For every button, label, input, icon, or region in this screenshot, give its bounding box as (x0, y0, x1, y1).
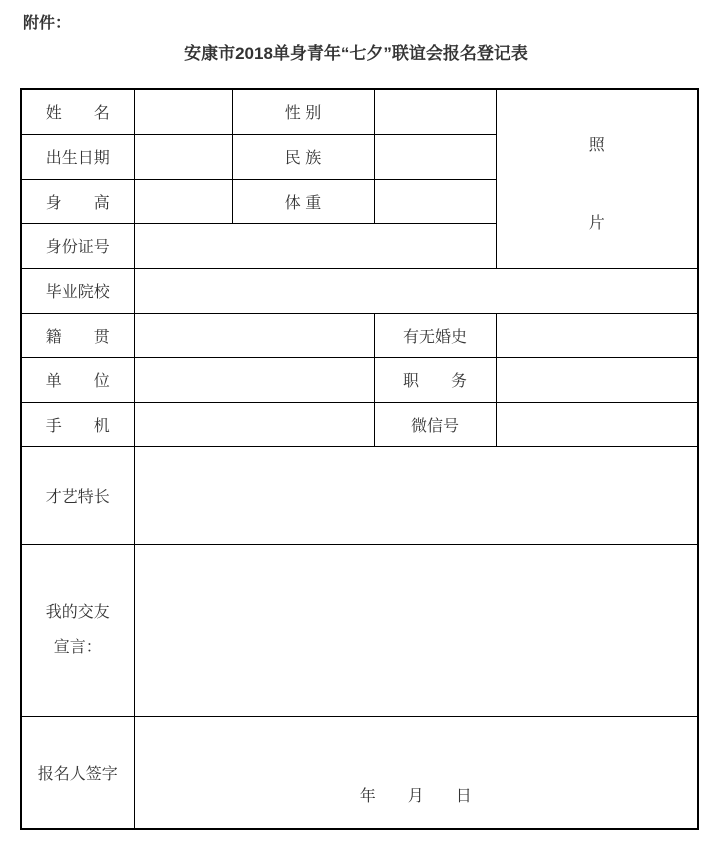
declaration-value-cell (134, 544, 698, 716)
employer-label: 单 位 (21, 357, 134, 402)
wechat-value-cell (496, 402, 698, 446)
row-graduate-school (21, 268, 698, 313)
birth-date-value-cell (134, 134, 232, 179)
native-place-label: 籍 贯 (21, 313, 134, 357)
id-number-label: 身份证号 (21, 223, 134, 268)
height-label: 身 高 (21, 179, 134, 223)
row-signature (21, 716, 698, 829)
talents-label: 才艺特长 (21, 446, 134, 544)
row-name-gender (21, 89, 698, 134)
attachment-label: 附件： (23, 15, 72, 32)
ethnicity-value-cell (374, 134, 496, 179)
row-mobile-wechat (21, 402, 698, 446)
gender-value-cell (374, 89, 496, 134)
graduate-school-label: 毕业院校 (21, 268, 134, 313)
marital-history-value-cell (496, 313, 698, 357)
employer-value-cell (134, 357, 374, 402)
registration-form-table (20, 88, 699, 830)
marital-history-label: 有无婚史 (374, 313, 496, 357)
weight-label: 体 重 (232, 179, 374, 223)
form-title: 安康市2018单身青年“七夕”联谊会报名登记表 (184, 44, 528, 63)
ethnicity-label: 民 族 (232, 134, 374, 179)
name-value-cell (134, 89, 232, 134)
photo-label-line2: 片 (588, 215, 605, 232)
birth-date-label: 出生日期 (21, 134, 134, 179)
gender-label: 性 别 (232, 89, 374, 134)
photo-cell (496, 89, 698, 268)
native-place-value-cell (134, 313, 374, 357)
weight-value-cell (374, 179, 496, 223)
declaration-label (21, 544, 134, 716)
photo-label-line1: 照 (588, 137, 605, 154)
job-title-value-cell (496, 357, 698, 402)
id-number-value-cell (134, 223, 496, 268)
graduate-school-value-cell (134, 268, 698, 313)
name-label: 姓 名 (21, 89, 134, 134)
declaration-label-line1: 我的交友 (45, 604, 110, 621)
photo-placeholder (497, 90, 698, 267)
row-employer-job (21, 357, 698, 402)
mobile-label: 手 机 (21, 402, 134, 446)
row-native-marital (21, 313, 698, 357)
signature-date-cell (134, 716, 698, 829)
declaration-label-line2: 宣言： (53, 639, 102, 656)
wechat-label: 微信号 (374, 402, 496, 446)
signature-date-placeholder: 年 月 日 (359, 788, 472, 805)
row-talents (21, 446, 698, 544)
signature-label: 报名人签字 (21, 716, 134, 829)
talents-value-cell (134, 446, 698, 544)
height-value-cell (134, 179, 232, 223)
row-declaration (21, 544, 698, 716)
job-title-label: 职 务 (374, 357, 496, 402)
mobile-value-cell (134, 402, 374, 446)
